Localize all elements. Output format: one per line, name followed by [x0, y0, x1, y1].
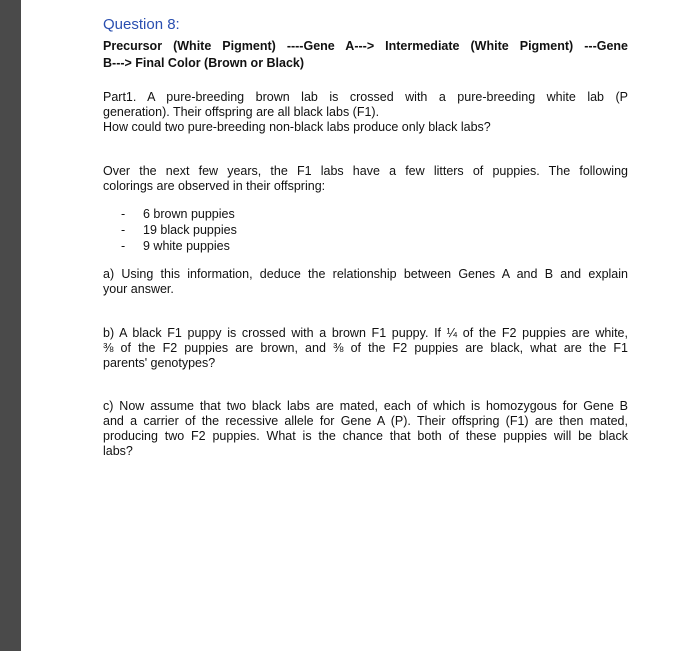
question-a-line-2: your answer. — [103, 282, 174, 296]
left-border-bar — [0, 0, 21, 651]
observations-line-1: Over the next few years, the F1 labs have a few litters of puppies. The following — [103, 164, 628, 178]
pathway-description — [103, 38, 628, 72]
list-item-text: 9 white puppies — [143, 239, 230, 253]
list-item-text: 6 brown puppies — [143, 207, 235, 221]
part1-line-1: Part1. A pure-breeding brown lab is crossed with a pure-breeding white lab (P — [103, 90, 628, 104]
part1-line-2: generation). Their offspring are all black labs (F1). — [103, 105, 380, 119]
part1-paragraph — [103, 90, 628, 135]
list-dash: - — [121, 239, 126, 253]
question-a — [103, 267, 628, 297]
question-b-line-1: b) A black F1 puppy is crossed with a brown F1 puppy. If ¼ of the F2 puppies are white, — [103, 326, 628, 340]
list-dash: - — [121, 207, 126, 221]
question-title: Question 8: — [103, 16, 180, 33]
pathway-line-2: B---> Final Color (Brown or Black) — [103, 56, 305, 70]
question-a-line-1: a) Using this information, deduce the relationship between Genes A and B and explain — [103, 267, 628, 281]
question-c-line-2: and a carrier of the recessive allele for Gene A (P). Their offspring (F1) are then mated, — [103, 414, 628, 428]
question-b — [103, 326, 628, 371]
observations-paragraph — [103, 164, 628, 194]
list-item — [103, 222, 628, 238]
question-c-line-3: producing two F2 puppies. What is the chance that both of these puppies will be black — [103, 429, 628, 443]
question-b-line-2: ⅜ of the F2 puppies are brown, and ⅜ of the F2 puppies are black, what are the F1 — [103, 341, 628, 355]
question-b-line-3: parents' genotypes? — [103, 356, 216, 370]
list-dash: - — [121, 223, 126, 237]
puppy-count-list — [103, 206, 628, 254]
question-c — [103, 399, 628, 459]
question-document — [103, 16, 628, 459]
pathway-line-1: Precursor (White Pigment) ----Gene A---> Intermediate (White Pigment) ---Gene — [103, 39, 628, 53]
part1-line-3: How could two pure-breeding non-black labs produce only black labs? — [103, 120, 491, 134]
list-item — [103, 206, 628, 222]
question-c-line-1: c) Now assume that two black labs are mated, each of which is homozygous for Gene B — [103, 399, 628, 413]
observations-line-2: colorings are observed in their offspring: — [103, 179, 326, 193]
list-item — [103, 238, 628, 254]
list-item-text: 19 black puppies — [143, 223, 237, 237]
question-c-line-4: labs? — [103, 444, 133, 458]
